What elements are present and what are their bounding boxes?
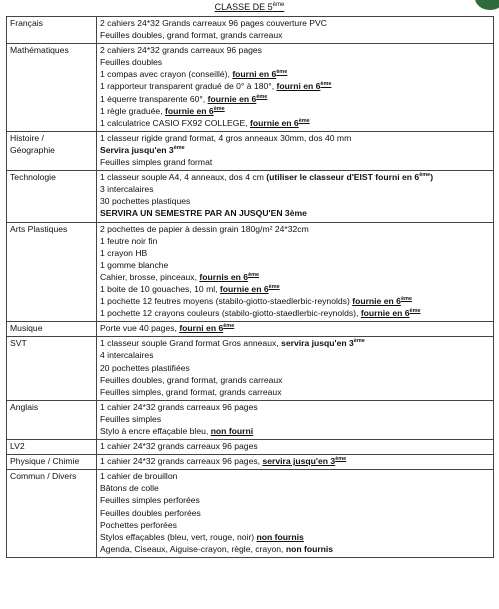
item-text: Feuilles doubles, grand format, grands carreaux	[100, 30, 283, 41]
item-text: 1 cahier 24*32 grands carreaux 96 pages,	[100, 456, 263, 467]
subject-row	[7, 17, 494, 44]
item-text: 20 pochettes plastifiées	[100, 362, 190, 373]
item-text: 1 classeur souple Grand format Gros anneaux,	[100, 338, 282, 349]
item-text: 1 pochette 12 crayons couleurs (stabilo-giotto-staedlerbic-reynolds),	[100, 308, 361, 319]
subject-name: Arts Plastiques	[10, 223, 68, 234]
items-cell	[97, 440, 494, 455]
supply-item	[100, 56, 491, 68]
supply-item	[100, 295, 491, 307]
items-cell	[97, 171, 494, 222]
supply-item	[100, 440, 491, 452]
item-text: (utiliser le classeur d'EIST fourni en 6	[266, 172, 420, 183]
supply-item	[100, 156, 491, 168]
item-superscript: ème	[256, 93, 268, 100]
item-text: Stylo à encre effaçable bleu,	[100, 426, 211, 436]
item-superscript: ème	[353, 338, 365, 345]
supply-item	[100, 349, 491, 361]
subject-row	[7, 400, 494, 439]
subject-name: Musique	[10, 323, 43, 334]
item-text: Feuilles simples perforées	[100, 495, 200, 506]
item-text: Feuilles doubles perforées	[100, 507, 201, 518]
item-text: 1 calculatrice CASIO FX92 COLLEGE,	[100, 117, 250, 128]
item-text: fournie en 6	[360, 308, 410, 319]
subject-cell	[7, 440, 97, 455]
supply-item	[100, 455, 491, 467]
subject-name: Commun / Divers	[10, 471, 77, 482]
item-text: 1 cahier 24*32 grands carreaux 96 pages	[100, 401, 258, 412]
supply-item	[100, 386, 491, 398]
subject-row	[7, 222, 494, 322]
title-superscript: ème	[272, 2, 285, 8]
item-superscript: ème	[419, 172, 431, 179]
subject-row	[7, 337, 494, 400]
supply-item	[100, 117, 491, 129]
supply-item	[100, 144, 491, 156]
subject-row	[7, 171, 494, 222]
title-text: CLASSE DE 5	[214, 2, 273, 12]
subject-name: Anglais	[10, 401, 39, 412]
item-superscript: ème	[298, 117, 310, 124]
supply-item	[100, 374, 491, 386]
item-text: Feuilles simples	[100, 413, 162, 424]
items-cell	[97, 17, 494, 44]
items-cell	[97, 470, 494, 558]
subject-name: LV2	[10, 441, 25, 452]
item-text: 1 crayon HB	[100, 247, 148, 258]
subject-name: Géographie	[10, 144, 55, 155]
item-text: non fournis	[256, 531, 304, 542]
supply-item	[100, 235, 491, 247]
supply-item	[100, 29, 491, 41]
subject-row	[7, 44, 494, 132]
item-text: 1 classeur rigide grand format, 4 gros anneaux 30mm, dos 40 mm	[100, 132, 352, 143]
item-text: Agenda, Ciseaux, Aiguise-crayon, règle, crayon,	[100, 543, 286, 554]
supply-item	[100, 413, 491, 425]
items-cell	[97, 337, 494, 400]
item-text: Cahier, brosse, pinceaux,	[100, 271, 200, 282]
subject-cell	[7, 131, 97, 170]
items-cell	[97, 44, 494, 132]
item-text: servira jusqu'en 3	[262, 456, 336, 467]
subject-cell	[7, 400, 97, 439]
item-text: fournie en 6	[164, 105, 214, 116]
item-superscript: ème	[409, 308, 421, 315]
subject-cell	[7, 455, 97, 470]
item-text: 1 pochette 12 feutres moyens (stabilo-giotto-staedlerbic-reynolds)	[100, 296, 353, 307]
subject-name: Histoire /	[10, 132, 44, 143]
item-text: 1 feutre noir fin	[100, 235, 158, 246]
supply-item	[100, 132, 491, 144]
item-text: 2 cahiers 24*32 Grands carreaux 96 pages couverture PVC	[100, 18, 327, 28]
subject-cell	[7, 171, 97, 222]
supply-item	[100, 171, 491, 183]
supply-item	[100, 470, 491, 482]
item-text: fournie en 6	[352, 296, 401, 307]
supply-item	[100, 271, 491, 283]
subject-cell	[7, 17, 97, 44]
subject-cell	[7, 222, 97, 322]
supply-item	[100, 68, 491, 80]
item-superscript: ème	[213, 105, 225, 112]
supply-item	[100, 362, 491, 374]
supply-item	[100, 322, 491, 334]
item-text: 1 règle graduée,	[100, 105, 165, 116]
subject-row	[7, 440, 494, 455]
item-text: fournie en 6	[207, 93, 257, 104]
supply-item	[100, 207, 491, 219]
supply-item	[100, 183, 491, 195]
item-text: servira jusqu'en 3	[281, 338, 354, 349]
supply-item	[100, 223, 491, 235]
supply-item	[100, 531, 491, 543]
subject-cell	[7, 322, 97, 337]
item-text: fournie en 6	[219, 283, 269, 294]
item-text: Porte vue 40 pages,	[100, 323, 180, 334]
item-superscript: ème	[248, 272, 260, 279]
page-title	[0, 2, 499, 13]
supply-item	[100, 247, 491, 259]
supply-item	[100, 543, 491, 555]
item-text: non fournis	[285, 543, 334, 554]
subject-row	[7, 131, 494, 170]
item-superscript: ème	[400, 296, 412, 303]
subject-name: SVT	[10, 338, 27, 349]
supply-item	[100, 93, 491, 105]
supply-item	[100, 80, 491, 92]
item-text: 1 cahier de brouillon	[100, 471, 178, 482]
item-text: Feuilles doubles	[100, 57, 163, 68]
items-cell	[97, 322, 494, 337]
item-superscript: ème	[173, 145, 185, 152]
subject-name: Physique / Chimie	[10, 456, 80, 467]
supply-item	[100, 283, 491, 295]
item-text: 1 cahier 24*32 grands carreaux 96 pages	[100, 441, 258, 452]
item-text: 2 cahiers 24*32 grands carreaux 96 pages	[100, 45, 262, 56]
subject-row	[7, 322, 494, 337]
item-text: 1 boite de 10 gouaches, 10 ml,	[100, 283, 220, 294]
item-text: fourni en 6	[232, 69, 277, 80]
item-text: fournis en 6	[199, 271, 249, 282]
subject-name: Technologie	[10, 172, 56, 183]
supply-item	[100, 307, 491, 319]
item-text: SERVIRA UN SEMESTRE PAR AN JUSQU'EN 3ème	[100, 208, 307, 219]
items-cell	[97, 131, 494, 170]
item-superscript: ème	[223, 323, 235, 330]
supply-item	[100, 259, 491, 271]
item-text: Feuilles simples, grand format, grands carreaux	[100, 386, 282, 397]
item-text: Stylos effaçables (bleu, vert, rouge, noir)	[100, 531, 257, 542]
subject-name: Mathématiques	[10, 45, 69, 56]
subject-name: Français	[10, 18, 43, 28]
supply-item	[100, 195, 491, 207]
subject-cell	[7, 337, 97, 400]
item-superscript: ème	[268, 284, 280, 291]
item-text: fourni en 6	[179, 323, 224, 334]
item-text: 1 compas avec crayon (conseillé),	[100, 69, 233, 80]
supply-list-body	[7, 17, 494, 558]
item-text: 30 pochettes plastiques	[100, 196, 191, 207]
item-text: Bâtons de colle	[100, 483, 159, 494]
supply-item	[100, 425, 491, 437]
item-text: Pochettes perforées	[100, 519, 177, 530]
supply-item	[100, 519, 491, 531]
item-text: Feuilles doubles, grand format, grands carreaux	[100, 374, 283, 385]
item-text: 4 intercalaires	[100, 350, 154, 361]
item-text: )	[430, 172, 434, 183]
item-text: 3 intercalaires	[100, 184, 154, 195]
item-text: 1 classeur souple A4, 4 anneaux, dos 4 cm	[100, 172, 267, 183]
items-cell	[97, 455, 494, 470]
items-cell	[97, 400, 494, 439]
supply-item	[100, 482, 491, 494]
subject-cell	[7, 470, 97, 558]
supply-item	[100, 494, 491, 506]
supply-list-table	[6, 16, 494, 558]
supply-item	[100, 17, 491, 29]
supply-item	[100, 337, 491, 349]
item-superscript: ème	[335, 456, 347, 463]
item-text: 1 gomme blanche	[100, 259, 169, 270]
item-text: 2 pochettes de papier à dessin grain 180g/m² 24*32cm	[100, 223, 309, 234]
supply-item	[100, 44, 491, 56]
item-text: 1 équerre transparente 60°,	[100, 93, 208, 104]
subject-cell	[7, 44, 97, 132]
item-text: fournie en 6	[249, 117, 299, 128]
subject-row	[7, 470, 494, 558]
items-cell	[97, 222, 494, 322]
supply-item	[100, 507, 491, 519]
item-text: fourni en 6	[276, 81, 321, 92]
supply-item	[100, 401, 491, 413]
subject-row	[7, 455, 494, 470]
item-superscript: ème	[276, 69, 288, 76]
item-text: Servira jusqu'en 3	[100, 144, 174, 155]
item-superscript: ème	[320, 81, 332, 88]
item-text: Feuilles simples grand format	[100, 157, 213, 168]
supply-item	[100, 105, 491, 117]
item-text: non fourni	[210, 426, 254, 436]
item-text: 1 rapporteur transparent gradué de 0° à 180°,	[100, 81, 277, 92]
